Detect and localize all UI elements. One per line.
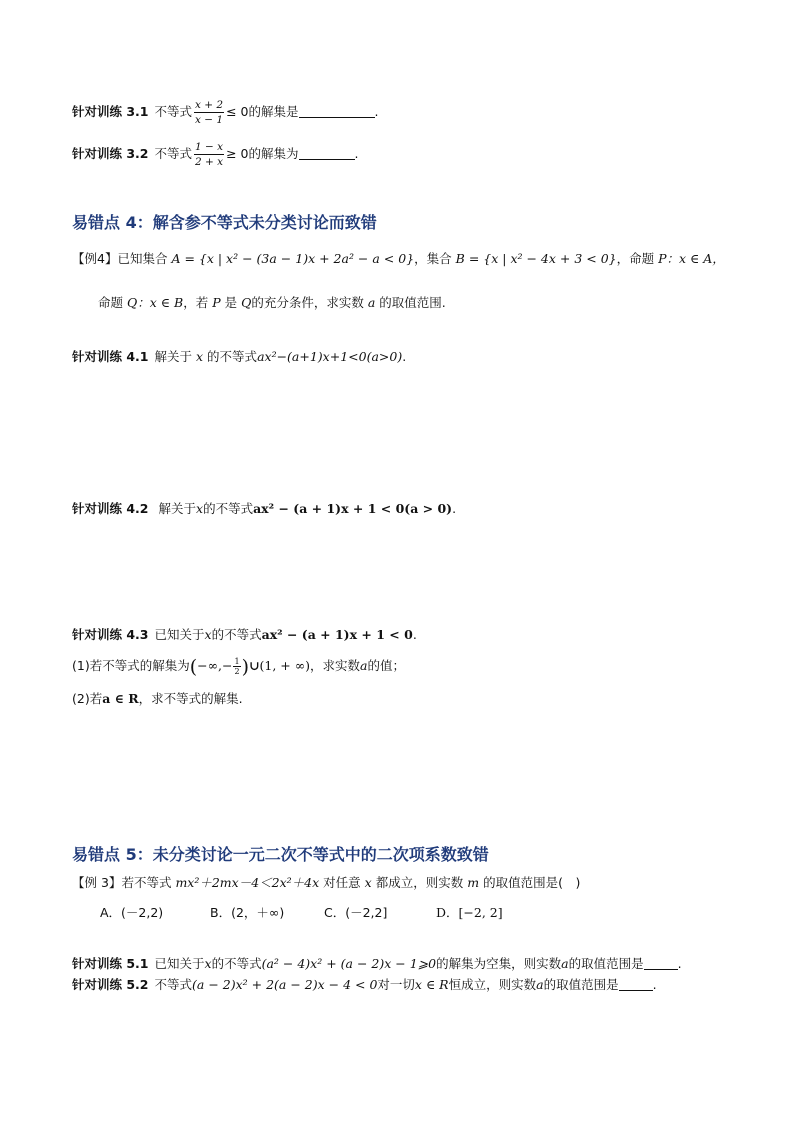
exercise-3-1: 针对训练 3.1 不等式 $\frac{x + 2}{x - 1}$ ≤ 0的解集是 . <box>72 99 379 126</box>
fraction: $\frac{x + 2}{x - 1}$ <box>195 99 224 126</box>
exercise-label: 针对训练 4.2 <box>72 501 149 516</box>
inequality: ax² − (a + 1)x + 1 < 0(a > 0) <box>253 501 453 516</box>
option-a[interactable]: A．(－2,2) <box>100 905 164 920</box>
example-4-line-2: 命题 Q：x ∈ B，若 P 是 Q的充分条件，求实数 a 的取值范围. <box>98 295 446 310</box>
exercise-4-1: 针对训练 4.1 解关于 x 的不等式ax²−(a+1)x+1<0(a>0). <box>72 349 407 364</box>
exercise-4-3-part-2: (2)若a ∈ R，求不等式的解集. <box>72 691 243 706</box>
exercise-4-3: 针对训练 4.3 已知关于x的不等式ax² − (a + 1)x + 1 < 0. <box>72 627 417 642</box>
answer-blank <box>299 147 355 160</box>
exercise-label: 针对训练 3.2 <box>72 146 149 161</box>
answer-blank <box>299 105 375 118</box>
proposition-p: P：x ∈ A， <box>658 251 725 266</box>
example-4-line-1: 【例4】已知集合 A = {x | x² − (3a − 1)x + 2a² − a < 0}，集合 B = {x | x² − 4x + 3 < 0}，命题 P：x ∈ A， <box>72 251 725 266</box>
answer-blank <box>619 978 653 991</box>
inequality: mx²＋2mx－4＜2x²＋4x <box>175 875 320 890</box>
exercise-label: 针对训练 3.1 <box>72 104 149 119</box>
section-heading-5: 易错点 5：未分类讨论一元二次不等式中的二次项系数致错 <box>72 845 489 864</box>
exercise-label: 针对训练 4.1 <box>72 349 149 364</box>
exercise-4-3-part-1: (1)若不等式的解集为(−∞,− $\frac{1}{2}$ )∪(1, + ∞)，求实数a的值； <box>72 656 405 678</box>
exercise-3-2: 针对训练 3.2 不等式 $\frac{1 - x}{2 + x}$ ≥ 0的解集为 . <box>72 141 359 168</box>
exercise-4-2: 针对训练 4.2 解关于x的不等式ax² − (a + 1)x + 1 < 0(a > 0). <box>72 501 457 516</box>
example-3: 【例 3】若不等式 mx²＋2mx－4＜2x²＋4x 对任意 x 都成立，则实数 m 的取值范围是( ) <box>72 875 581 890</box>
half-fraction: $\frac{1}{2}$ <box>234 657 240 676</box>
exercise-label: 针对训练 5.1 <box>72 956 149 971</box>
inequality: ax²−(a+1)x+1<0(a>0) <box>257 349 403 364</box>
fraction: $\frac{1 - x}{2 + x}$ <box>195 141 224 168</box>
inequality: ax² − (a + 1)x + 1 < 0 <box>261 627 413 642</box>
inequality: (a² − 4)x² + (a − 2)x − 1⩾0 <box>261 956 437 971</box>
set-a: A = {x | x² − (3a − 1)x + 2a² − a < 0} <box>171 251 415 266</box>
exercise-label: 针对训练 4.3 <box>72 627 149 642</box>
section-heading-4: 易错点 4：解含参不等式未分类讨论而致错 <box>72 213 377 232</box>
option-b[interactable]: B．(2，＋∞) <box>210 905 285 920</box>
exercise-5-1: 针对训练 5.1 已知关于x的不等式(a² − 4)x² + (a − 2)x − 1⩾0的解集为空集，则实数a的取值范围是 . <box>72 956 682 971</box>
set-b: B = {x | x² − 4x + 3 < 0} <box>455 251 617 266</box>
answer-blank <box>644 957 678 970</box>
option-c[interactable]: C．(－2,2] <box>324 905 388 920</box>
exercise-label: 针对训练 5.2 <box>72 977 149 992</box>
inequality: (a − 2)x² + 2(a − 2)x − 4 < 0 <box>192 977 378 992</box>
option-d[interactable]: D．[−2, 2] <box>436 905 503 920</box>
exercise-5-2: 针对训练 5.2 不等式(a − 2)x² + 2(a − 2)x − 4 < 0对一切x ∈ R恒成立，则实数a的取值范围是 . <box>72 977 657 992</box>
